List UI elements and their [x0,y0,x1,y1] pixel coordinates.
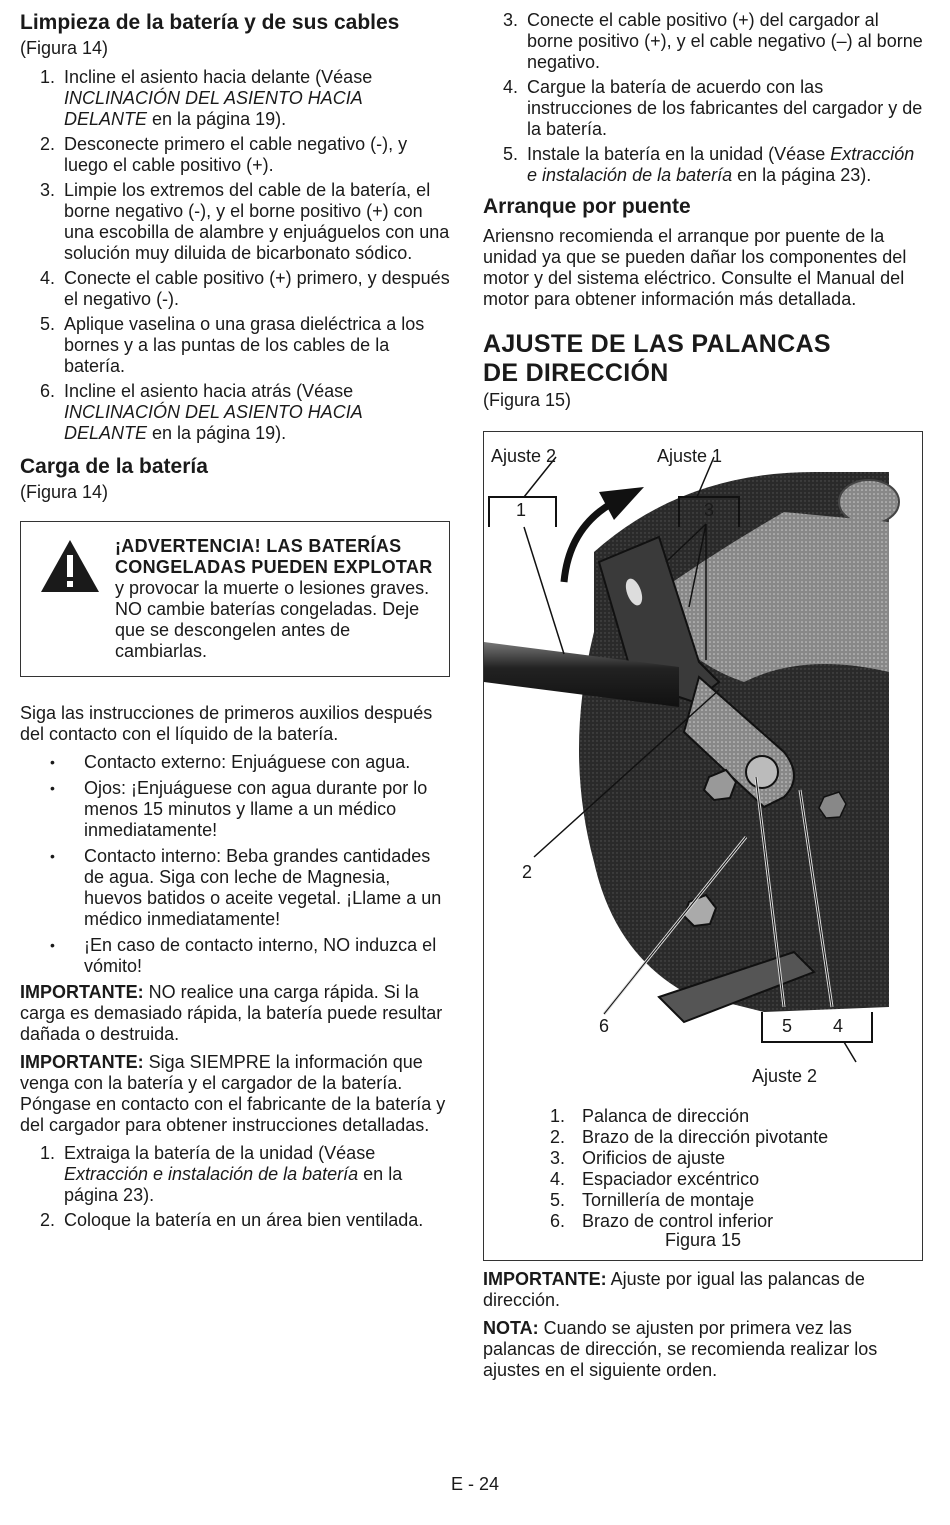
first-aid-intro: Siga las instrucciones de primeros auxilios después del contacto con el líquido de la batería. [20,703,433,744]
note-text: Cuando se ajusten por primera vez las palancas de dirección, se recomienda realizar los ajustes en el siguiente orden. [483,1318,878,1380]
charging-steps-continued [483,10,923,186]
important-note-2 [20,1052,450,1136]
step-number: 5. [503,144,519,164]
section-title-steering-adjust-line1: AJUSTE DE LAS PALANCAS [483,330,831,358]
list-item: 5. Aplique vaselina o una grasa dieléctrica a los bornes y a las puntas de los cables de la batería. [40,314,425,376]
list-item: 1. Extraiga la batería de la unidad (Véase Extracción e instalación de la batería en la página 23). [40,1143,403,1205]
important-label: IMPORTANTE: [20,1052,144,1072]
important-label: IMPORTANTE: [20,982,144,1002]
callout-5: 5 [782,1016,793,1036]
important-text: NO realice una carga rápida. Si la carga es demasiado rápida, la batería puede resultar dañada o destruida. [20,982,443,1044]
callout-3: 3 [704,500,715,520]
label-adjust-2: Ajuste 2 [491,446,557,466]
list-item: • Contacto externo: Enjuáguese con agua. [20,752,450,773]
step-number: 5. [40,314,56,334]
note [483,1318,923,1381]
charging-steps [20,1143,450,1231]
important-note-1 [20,982,450,1045]
warning-text: y provocar la muerte o lesiones graves. NO cambie baterías congeladas. Deje que se descongelen antes de cambiarlas. [115,578,430,661]
step-number: 1. [40,67,56,87]
legend-item: 1. Palanca de dirección [550,1106,750,1126]
list-item: 6. Incline el asiento hacia atrás (Véase INCLINACIÓN DEL ASIENTO HACIA DELANTE en la página 19). [40,381,363,443]
list-item: • Ojos: ¡Enjuáguese con agua durante por lo menos 15 minutos y llame a un médico inmediatamente! [20,778,450,841]
section-title-jump-start: Arranque por puente [483,195,691,218]
legend-item: 3. Orificios de ajuste [550,1148,726,1168]
list-item: 2. Coloque la batería en un área bien ventilada. [40,1210,424,1230]
callout-4: 4 [833,1016,844,1036]
section-title-battery-charging: Carga de la batería [20,455,208,478]
jump-start-text: Ariensno recomienda el arranque por puente de la unidad ya que se pueden dañar los componentes del motor y del sistema eléctrico. Consulte el Manual del motor para obtener información más detallada. [483,226,907,309]
legend-item: 5. Tornillería de montaje [550,1190,755,1210]
callout-1: 1 [516,500,527,520]
cross-reference: INCLINACIÓN DEL ASIENTO HACIA DELANTE [64,88,363,129]
list-item: 4. Conecte el cable positivo (+) primero, y después el negativo (-). [40,268,450,309]
legend-item: 4. Espaciador excéntrico [550,1169,760,1189]
figure-reference: (Figura 14) [20,482,109,502]
figure-15 [483,431,923,1261]
list-item: 2. Desconecte primero el cable negativo (-), y luego el cable positivo (+). [40,134,408,175]
important-text: Siga SIEMPRE la información que venga con la batería y el cargador de la batería. Póngase en contacto con el fabricante de la batería y del cargador para obtener instrucciones detalladas. [20,1052,446,1135]
list-item: 4. Cargue la batería de acuerdo con las instrucciones de los fabricantes del cargador y de la batería. [503,77,923,139]
step-number: 1. [40,1143,56,1163]
list-item: • ¡En caso de contacto interno, NO induzca el vómito! [20,935,450,977]
section-title-steering-adjust-line2: DE DIRECCIÓN [483,359,669,387]
callout-6: 6 [599,1016,610,1036]
label-adjust-1: Ajuste 1 [657,446,723,466]
warning-box [20,521,450,677]
warning-title: ¡ADVERTENCIA! LAS BATERÍAS CONGELADAS PUEDEN EXPLOTAR [115,536,433,577]
section-title-battery-cleaning: Limpieza de la batería y de sus cables [20,11,400,34]
page-number: E - 24 [450,1474,500,1494]
cleaning-steps [20,67,450,444]
figure-reference: (Figura 14) [20,38,109,58]
important-note-3 [483,1269,923,1311]
note-label: NOTA: [483,1318,539,1338]
legend-item: 6. Brazo de control inferior [550,1211,774,1231]
warning-triangle-icon [39,538,101,594]
list-item: • Contacto interno: Beba grandes cantidades de agua. Siga con leche de Magnesia, huevos batidos o aceite vegetal. ¡Llame a un médico inmediatamente! [20,846,450,930]
first-aid-list [20,752,450,977]
list-item: 3. Conecte el cable positivo (+) del cargador al borne positivo (+), y el cable negativo (–) al borne negativo. [503,10,923,72]
figure-reference: (Figura 15) [483,390,572,410]
left-column [20,10,450,1235]
step-number: 4. [40,268,56,288]
important-text: Ajuste por igual las palancas de dirección. [483,1269,865,1310]
list-item: 3. Limpie los extremos del cable de la batería, el borne negativo (-), y el borne positivo (+) con una escobilla de alambre y enjuáguelos con una solución muy diluida de bicarbonato sódico. [40,180,450,263]
cross-reference: INCLINACIÓN DEL ASIENTO HACIA DELANTE [64,402,363,443]
steering-lever-illustration [484,432,914,1082]
figure-legend [506,1106,946,1232]
right-column [483,10,923,1388]
step-number: 6. [40,381,56,401]
list-item: 5. Instale la batería en la unidad (Véase Extracción e instalación de la batería en la página 23). [503,144,915,185]
step-number: 4. [503,77,519,97]
list-item: 1. Incline el asiento hacia delante (Véase INCLINACIÓN DEL ASIENTO HACIA DELANTE en la página 19). [40,67,373,129]
step-number: 3. [40,180,56,200]
label-adjust-2-bottom: Ajuste 2 [752,1066,818,1086]
legend-item: 2. Brazo de la dirección pivotante [550,1127,829,1147]
step-number: 2. [40,1210,56,1230]
callout-2: 2 [522,862,533,882]
step-number: 2. [40,134,56,154]
cross-reference: Extracción e instalación de la batería [64,1164,359,1184]
step-number: 3. [503,10,519,30]
cross-reference: Extracción e instalación de la batería [527,144,915,185]
figure-caption: Figura 15 [664,1230,742,1250]
important-label: IMPORTANTE: [483,1269,607,1289]
